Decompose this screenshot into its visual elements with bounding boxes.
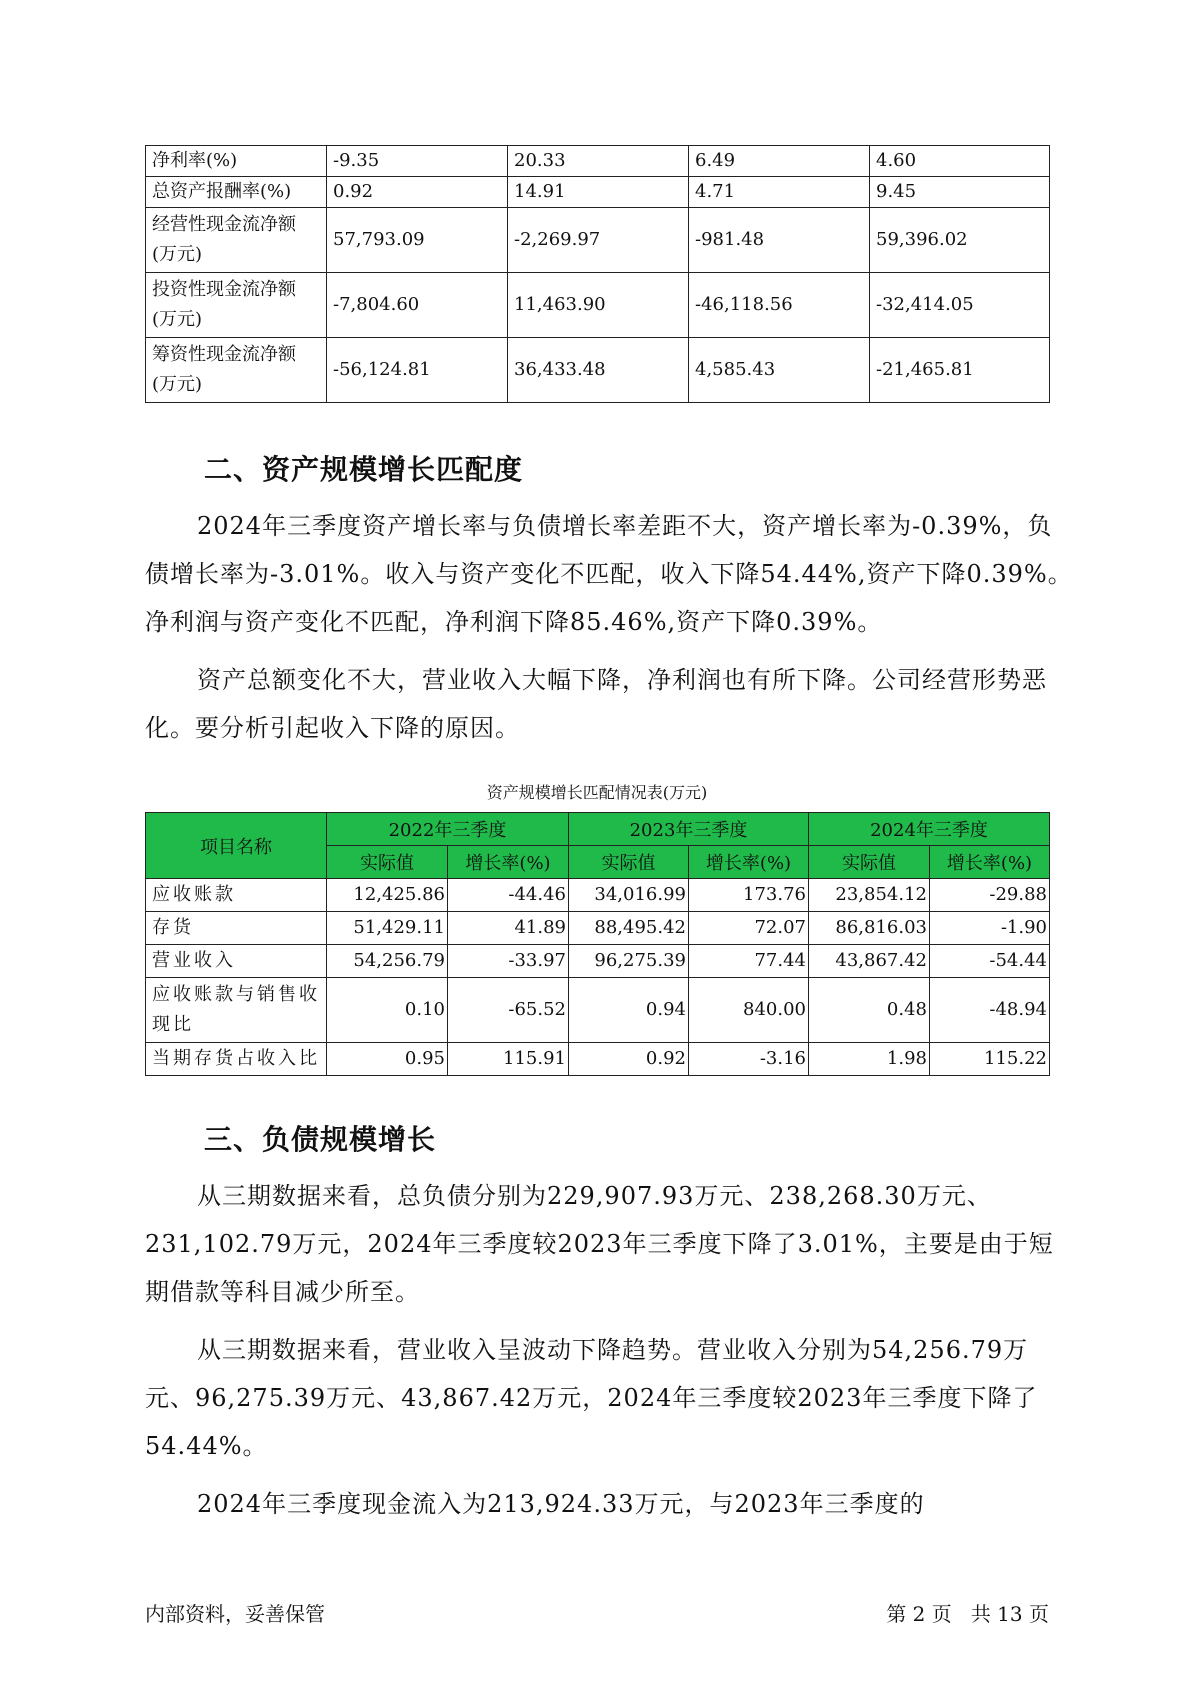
table-cell: -2,269.97 <box>508 208 689 273</box>
table-cell: -54.44 <box>930 945 1050 978</box>
table-cell: -981.48 <box>689 208 870 273</box>
table-cell: -21,465.81 <box>870 338 1050 403</box>
paragraph: 资产总额变化不大，营业收入大幅下降，净利润也有所下降。公司经营形势恶化。要分析引起收入下降的原因。 <box>145 666 1047 742</box>
table-cell: 36,433.48 <box>508 338 689 403</box>
header-row <box>146 813 1050 846</box>
paragraph: 从三期数据来看，营业收入呈波动下降趋势。营业收入分别为54,256.79万元、96,275.39万元、43,867.42万元，2024年三季度较2023年三季度下降了54.44%。 <box>145 1336 1038 1460</box>
table-cell: -48.94 <box>930 978 1050 1043</box>
table-cell: 41.89 <box>448 912 569 945</box>
paragraph: 从三期数据来看，总负债分别为229,907.93万元、238,268.30万元、231,102.79万元，2024年三季度较2023年三季度下降了3.01%，主要是由于短期借款等科目减少所至。 <box>145 1182 1054 1306</box>
table-cell: 12,425.86 <box>327 879 448 912</box>
row-label: 筹资性现金流净额(万元) <box>146 338 327 403</box>
table-caption: 资产规模增长匹配情况表(万元) <box>486 783 708 802</box>
table-cell: 115.91 <box>448 1043 569 1076</box>
row-label: 经营性现金流净额(万元) <box>146 208 327 273</box>
footer-note: 内部资料，妥善保管 <box>145 1602 325 1626</box>
table-cell: -65.52 <box>448 978 569 1043</box>
section-heading: 三、负债规模增长 <box>204 1123 437 1156</box>
header-actual: 实际值 <box>327 846 448 879</box>
row-label: 应收账款 <box>146 879 327 912</box>
table-cell: 173.76 <box>689 879 809 912</box>
table-cell: 11,463.90 <box>508 273 689 338</box>
section-heading: 二、资产规模增长匹配度 <box>204 453 524 486</box>
table-row <box>146 1043 1050 1076</box>
table-row <box>146 879 1050 912</box>
header-actual: 实际值 <box>809 846 930 879</box>
table-cell: 77.44 <box>689 945 809 978</box>
table-cell: 96,275.39 <box>569 945 689 978</box>
table-cell: 0.94 <box>569 978 689 1043</box>
table-cell: 115.22 <box>930 1043 1050 1076</box>
table-cell: 86,816.03 <box>809 912 930 945</box>
header-period: 2024年三季度 <box>809 813 1050 846</box>
table-row <box>146 912 1050 945</box>
row-label: 总资产报酬率(%) <box>146 177 327 208</box>
table-cell: -33.97 <box>448 945 569 978</box>
row-label: 营业收入 <box>146 945 327 978</box>
paragraph: 2024年三季度现金流入为213,924.33万元，与2023年三季度的 <box>197 1490 925 1518</box>
table-row <box>146 338 1050 403</box>
table-cell: 0.92 <box>327 177 508 208</box>
table-row <box>146 146 1050 177</box>
row-label: 净利率(%) <box>146 146 327 177</box>
row-label: 投资性现金流净额(万元) <box>146 273 327 338</box>
table-cell: 59,396.02 <box>870 208 1050 273</box>
header-growth: 增长率(%) <box>930 846 1050 879</box>
table-cell: 57,793.09 <box>327 208 508 273</box>
table-cell: 0.95 <box>327 1043 448 1076</box>
header-growth: 增长率(%) <box>689 846 809 879</box>
row-label: 应收账款与销售收现比 <box>146 978 327 1043</box>
table-cell: 88,495.42 <box>569 912 689 945</box>
table-cell: 72.07 <box>689 912 809 945</box>
paragraph: 2024年三季度资产增长率与负债增长率差距不大，资产增长率为-0.39%，负债增长率为-3.01%。收入与资产变化不匹配，收入下降54.44%,资产下降0.39%。净利润与资产变化不匹配，净利润下降85.46%,资产下降0.39%。 <box>145 512 1073 636</box>
table-cell: 9.45 <box>870 177 1050 208</box>
table-cell: -46,118.56 <box>689 273 870 338</box>
table-row <box>146 208 1050 273</box>
table-cell: 0.10 <box>327 978 448 1043</box>
table-row <box>146 273 1050 338</box>
table-cell: 23,854.12 <box>809 879 930 912</box>
table-cell: 840.00 <box>689 978 809 1043</box>
table-cell: -9.35 <box>327 146 508 177</box>
header-growth: 增长率(%) <box>448 846 569 879</box>
table-row <box>146 978 1050 1043</box>
table-cell: -56,124.81 <box>327 338 508 403</box>
table-cell: 4,585.43 <box>689 338 870 403</box>
table-cell: 0.48 <box>809 978 930 1043</box>
table-cell: 4.71 <box>689 177 870 208</box>
table-cell: -29.88 <box>930 879 1050 912</box>
table-cell: -1.90 <box>930 912 1050 945</box>
table-cell: 51,429.11 <box>327 912 448 945</box>
table-cell: 34,016.99 <box>569 879 689 912</box>
row-label: 当期存货占收入比 <box>146 1043 327 1076</box>
table-cell: -44.46 <box>448 879 569 912</box>
table-cell: 14.91 <box>508 177 689 208</box>
header-period: 2023年三季度 <box>569 813 809 846</box>
table-cell: -7,804.60 <box>327 273 508 338</box>
table-row <box>146 945 1050 978</box>
table-row <box>146 177 1050 208</box>
table-cell: 54,256.79 <box>327 945 448 978</box>
table-cell: 43,867.42 <box>809 945 930 978</box>
table-cell: 1.98 <box>809 1043 930 1076</box>
row-label: 存货 <box>146 912 327 945</box>
financial-ratios-table <box>145 145 1050 403</box>
table-cell: -32,414.05 <box>870 273 1050 338</box>
table-cell: 0.92 <box>569 1043 689 1076</box>
table-cell: 20.33 <box>508 146 689 177</box>
page-number: 第 2 页 共 13 页 <box>886 1602 1049 1626</box>
header-period: 2022年三季度 <box>327 813 569 846</box>
header-item: 项目名称 <box>146 813 327 879</box>
table-cell: 4.60 <box>870 146 1050 177</box>
table-cell: -3.16 <box>689 1043 809 1076</box>
table-cell: 6.49 <box>689 146 870 177</box>
asset-growth-table <box>145 812 1050 1076</box>
header-actual: 实际值 <box>569 846 689 879</box>
